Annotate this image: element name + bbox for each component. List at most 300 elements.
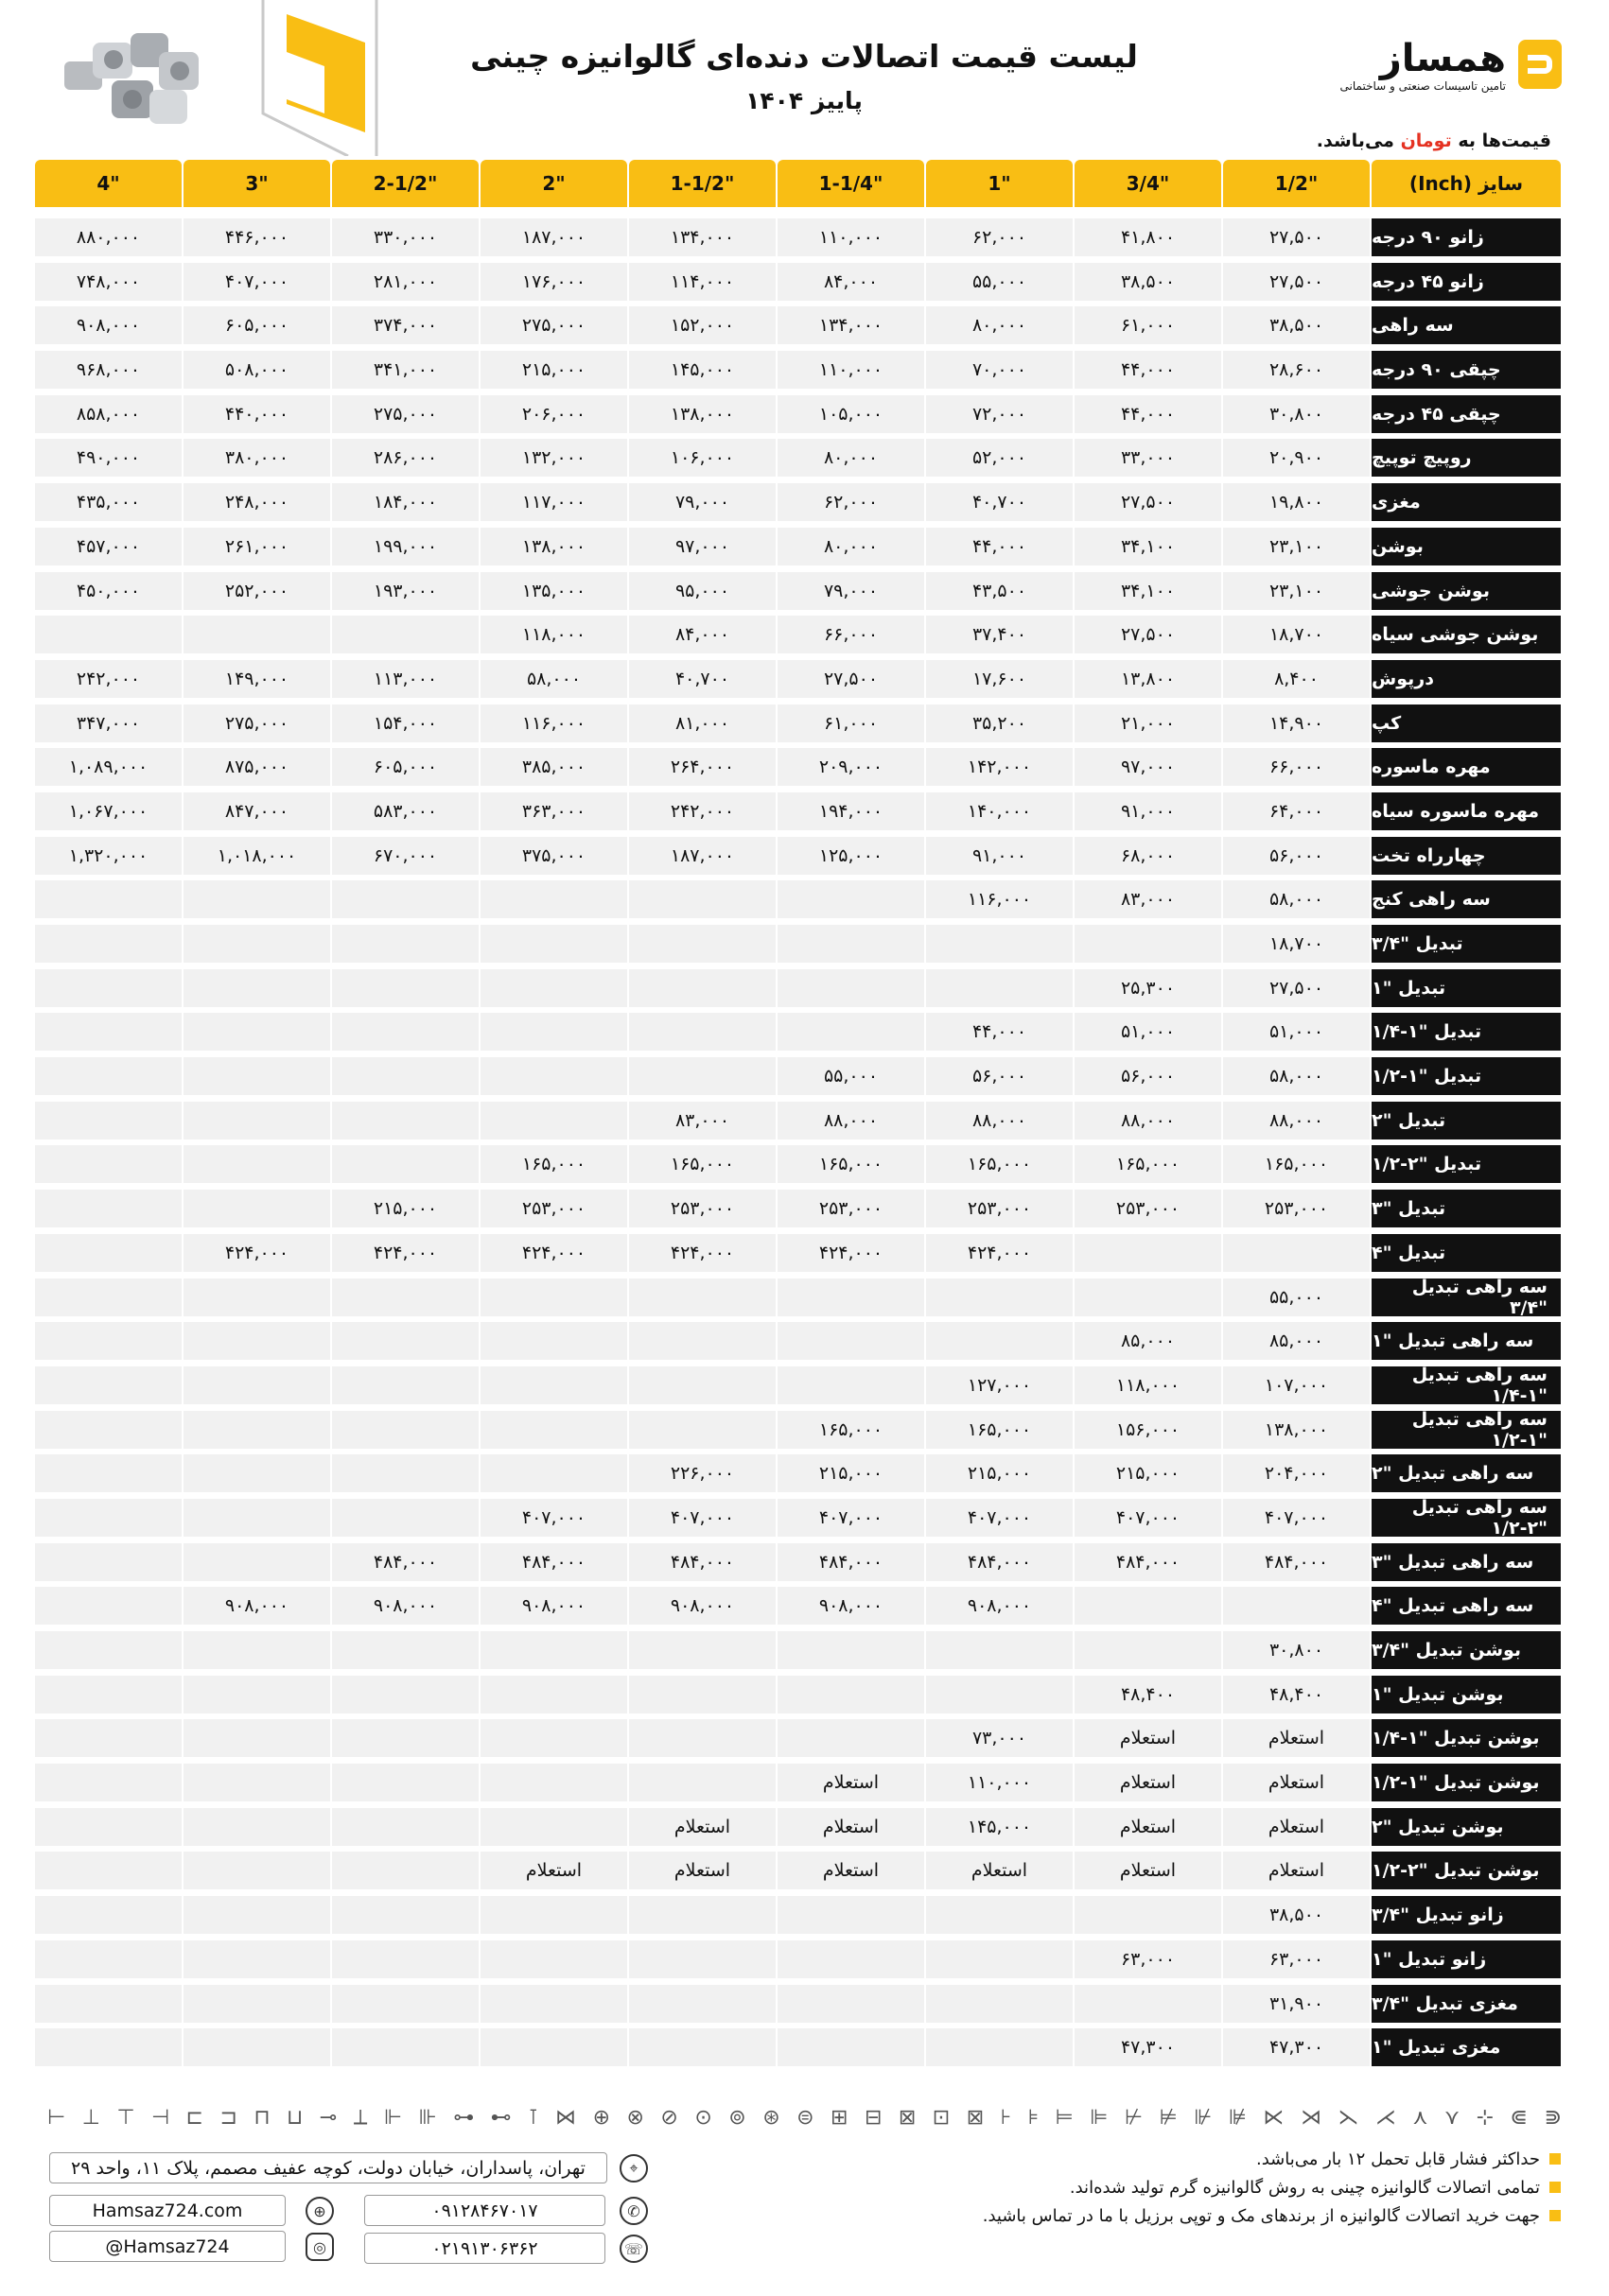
price-cell: ۵۸,۰۰۰ — [481, 660, 627, 698]
price-cell: ۹۵,۰۰۰ — [629, 572, 776, 610]
column-header: 3" — [184, 160, 330, 207]
bullet-square-icon — [1549, 2210, 1561, 2221]
fitting-icon: ⊬ — [1124, 2105, 1143, 2130]
price-cell — [184, 1499, 330, 1537]
address-text: تهران، پاسداران، خیابان دولت، کوچه عفیف مصمم، پلاک ۱۱، واحد ۲۹ — [71, 2157, 586, 2179]
price-cell — [481, 1278, 627, 1316]
price-cell: ۴۸۴,۰۰۰ — [926, 1543, 1073, 1581]
price-cell: ۱۰۷,۰۰۰ — [1223, 1366, 1370, 1404]
price-cell — [35, 1631, 182, 1669]
price-cell: ۵۸۳,۰۰۰ — [332, 792, 479, 830]
price-cell — [332, 1278, 479, 1316]
price-cell: ۱۲۵,۰۰۰ — [778, 837, 924, 875]
price-cell: ۱۳۲,۰۰۰ — [481, 439, 627, 477]
fitting-icon: ⋎ — [1444, 2105, 1460, 2130]
price-cell: ۲۸,۶۰۰ — [1223, 351, 1370, 389]
price-cell: ۶۸,۰۰۰ — [1075, 837, 1221, 875]
price-cell — [778, 2028, 924, 2066]
price-cell: ۹۰۸,۰۰۰ — [481, 1587, 627, 1625]
price-cell: ۴۰,۷۰۰ — [629, 660, 776, 698]
price-cell: ۱۱۶,۰۰۰ — [926, 880, 1073, 918]
price-cell — [926, 925, 1073, 963]
price-cell — [184, 925, 330, 963]
price-cell: ۳۷۵,۰۰۰ — [481, 837, 627, 875]
table-row — [47, 1673, 1562, 1717]
price-cell: ۱۳۴,۰۰۰ — [629, 218, 776, 256]
price-cell: ۱,۰۶۷,۰۰۰ — [35, 792, 182, 830]
price-cell — [35, 1587, 182, 1625]
logo-frame — [244, 0, 395, 156]
price-cell: ۲۷۵,۰۰۰ — [184, 704, 330, 742]
price-cell — [184, 1852, 330, 1889]
row-label: مغزی تبدیل "۳/۴ — [1372, 1985, 1561, 2023]
price-cell: ۹۷,۰۰۰ — [629, 528, 776, 565]
row-label: مهره ماسوره سیاه — [1372, 792, 1561, 830]
table-header-row — [47, 157, 1562, 210]
price-cell: ۵۵,۰۰۰ — [926, 263, 1073, 301]
fitting-icon: ⊫ — [1090, 2105, 1109, 2130]
price-cell: ۲۷,۵۰۰ — [1075, 616, 1221, 653]
table-row — [47, 702, 1562, 746]
price-cell: ۱۷۶,۰۰۰ — [481, 263, 627, 301]
row-label: مغزی — [1372, 483, 1561, 521]
row-label: مهره ماسوره — [1372, 748, 1561, 786]
price-cell — [926, 1896, 1073, 1934]
row-label: سه راهی تبدیل "۳ — [1372, 1543, 1561, 1581]
fitting-icon: ⊛ — [762, 2105, 780, 2130]
table-row — [47, 348, 1562, 392]
price-cell: ۶۶,۰۰۰ — [778, 616, 924, 653]
table-row — [47, 1584, 1562, 1628]
row-label: تبدیل "۲ — [1372, 1102, 1561, 1139]
price-cell — [35, 1145, 182, 1183]
table-row — [47, 436, 1562, 480]
price-cell: ۶۲,۰۰۰ — [778, 483, 924, 521]
price-cell: ۱۱۶,۰۰۰ — [481, 704, 627, 742]
price-cell — [35, 1896, 182, 1934]
row-label: زانو تبدیل "۱ — [1372, 1940, 1561, 1978]
table-row — [47, 1849, 1562, 1893]
price-cell: ۱۳۴,۰۰۰ — [778, 306, 924, 344]
price-cell — [332, 1366, 479, 1404]
price-cell: ۹۱,۰۰۰ — [926, 837, 1073, 875]
price-cell: ۴۸۴,۰۰۰ — [1075, 1543, 1221, 1581]
price-cell — [332, 1852, 479, 1889]
price-cell — [926, 1631, 1073, 1669]
price-cell — [332, 1940, 479, 1978]
table-row — [47, 834, 1562, 878]
price-cell: ۸۵,۰۰۰ — [1223, 1322, 1370, 1360]
price-cell: ۸۸,۰۰۰ — [926, 1102, 1073, 1139]
price-cell: ۲۵۳,۰۰۰ — [1075, 1190, 1221, 1227]
price-cell: ۸۰,۰۰۰ — [926, 306, 1073, 344]
instagram-handle[interactable]: @Hamsaz724 — [105, 2235, 230, 2257]
table-row — [47, 1054, 1562, 1099]
price-cell: ۸۱,۰۰۰ — [629, 704, 776, 742]
table-row — [47, 1628, 1562, 1673]
price-cell: ۲۵۳,۰۰۰ — [926, 1190, 1073, 1227]
row-label: درپوش — [1372, 660, 1561, 698]
price-cell: ۵۶,۰۰۰ — [926, 1057, 1073, 1095]
price-cell: ۱۱۳,۰۰۰ — [332, 660, 479, 698]
price-cell: ۴۲۴,۰۰۰ — [184, 1234, 330, 1272]
instagram-icon: ◎ — [306, 2233, 334, 2261]
price-cell — [332, 1499, 479, 1537]
fitting-icon: ⊷ — [490, 2105, 512, 2130]
fitting-icon: ⋉ — [1263, 2105, 1285, 2130]
price-cell: ۷۰,۰۰۰ — [926, 351, 1073, 389]
price-cell: ۸۸,۰۰۰ — [1223, 1102, 1370, 1139]
price-cell — [481, 1808, 627, 1846]
row-label: بوشن تبدیل "۳/۴ — [1372, 1631, 1561, 1669]
price-cell: ۲۷,۵۰۰ — [1223, 969, 1370, 1007]
price-cell — [332, 969, 479, 1007]
fitting-icon: ⊣ — [150, 2105, 170, 2130]
price-cell: ۵۶,۰۰۰ — [1075, 1057, 1221, 1095]
price-cell — [778, 1719, 924, 1757]
fitting-icon: ⊦ — [1000, 2105, 1012, 2130]
price-cell: ۱۱۴,۰۰۰ — [629, 263, 776, 301]
price-cell: ۴۰,۷۰۰ — [926, 483, 1073, 521]
fitting-icon: ⋌ — [1374, 2105, 1396, 2130]
price-cell: ۱۱۷,۰۰۰ — [481, 483, 627, 521]
table-row — [47, 657, 1562, 702]
price-cell — [1075, 1587, 1221, 1625]
column-header: 1-1/2" — [629, 160, 776, 207]
table-row — [47, 2026, 1562, 2070]
fitting-icon: ⊺ — [528, 2105, 539, 2130]
price-cell: ۲۱,۰۰۰ — [1075, 704, 1221, 742]
brand-subtitle: تامین تاسیسات صنعتی و ساختمانی — [1339, 79, 1506, 93]
price-cell: ۶۳,۰۰۰ — [1075, 1940, 1221, 1978]
footer-note — [851, 2201, 1561, 2230]
price-cell: ۳۳۰,۰۰۰ — [332, 218, 479, 256]
price-cell — [629, 2028, 776, 2066]
price-cell — [332, 2028, 479, 2066]
price-cell — [35, 1985, 182, 2023]
price-cell — [35, 1719, 182, 1757]
row-label: تبدیل "۱-۱/۴ — [1372, 1013, 1561, 1051]
brand-name: همساز — [1379, 37, 1506, 80]
table-row — [47, 1099, 1562, 1143]
price-cell: ۶۰۵,۰۰۰ — [332, 748, 479, 786]
price-cell — [778, 1985, 924, 2023]
price-cell — [629, 1411, 776, 1449]
price-cell: ۷۹,۰۰۰ — [778, 572, 924, 610]
price-cell: ۱۴,۹۰۰ — [1223, 704, 1370, 742]
price-cell — [1223, 1587, 1370, 1625]
price-cell: ۱۸۴,۰۰۰ — [332, 483, 479, 521]
price-cell — [481, 1322, 627, 1360]
row-label: بوشن تبدیل "۱ — [1372, 1676, 1561, 1713]
fitting-icon: ⊚ — [728, 2105, 746, 2130]
table-row — [47, 569, 1562, 614]
season-label: پاییز ۱۴۰۴ — [745, 87, 863, 114]
price-cell: ۹۱,۰۰۰ — [1075, 792, 1221, 830]
price-cell: ۱۱۰,۰۰۰ — [778, 351, 924, 389]
fitting-icon: ⊯ — [1228, 2105, 1247, 2130]
column-header: 1-1/4" — [778, 160, 924, 207]
fitting-icon: ⊕ — [592, 2105, 611, 2130]
price-cell — [481, 1676, 627, 1713]
price-cell: ۵۵,۰۰۰ — [778, 1057, 924, 1095]
price-cell — [332, 1102, 479, 1139]
price-cell — [35, 1322, 182, 1360]
size-header: سایز (Inch) — [1372, 160, 1561, 207]
price-cell — [481, 1366, 627, 1404]
phone-box[interactable] — [364, 2233, 605, 2264]
price-cell: استعلام — [1075, 1719, 1221, 1757]
price-cell — [629, 1631, 776, 1669]
row-label: بوشن جوشی سیاه — [1372, 616, 1561, 653]
column-header: 1" — [926, 160, 1073, 207]
price-cell — [481, 1454, 627, 1492]
price-cell: ۶۷۰,۰۰۰ — [332, 837, 479, 875]
price-cell — [481, 2028, 627, 2066]
price-cell: ۸۴,۰۰۰ — [778, 263, 924, 301]
price-cell — [332, 880, 479, 918]
price-cell: ۴۳۵,۰۰۰ — [35, 483, 182, 521]
whatsapp-number[interactable]: ۰۹۱۲۸۴۶۷۰۱۷ — [431, 2200, 538, 2221]
price-cell: ۱۶۵,۰۰۰ — [778, 1411, 924, 1449]
price-cell: ۱۳,۸۰۰ — [1075, 660, 1221, 698]
price-cell — [629, 1278, 776, 1316]
price-cell: ۱۳۸,۰۰۰ — [629, 395, 776, 433]
price-cell: ۴۷,۳۰۰ — [1075, 2028, 1221, 2066]
website-link[interactable]: Hamsaz724.com — [92, 2200, 243, 2221]
price-cell: ۲۶۱,۰۰۰ — [184, 528, 330, 565]
price-cell — [926, 1676, 1073, 1713]
price-cell: ۲۵۳,۰۰۰ — [778, 1190, 924, 1227]
price-cell: ۴۷,۳۰۰ — [1223, 2028, 1370, 2066]
page-title: لیست قیمت اتصالات دنده‌ای گالوانیزه چینی — [470, 38, 1138, 75]
price-cell — [1075, 1631, 1221, 1669]
price-cell — [1075, 1278, 1221, 1316]
price-cell: ۱۳۵,۰۰۰ — [481, 572, 627, 610]
price-cell — [184, 1190, 330, 1227]
row-label: تبدیل "۱-۱/۲ — [1372, 1057, 1561, 1095]
globe-icon: ⊕ — [306, 2197, 334, 2225]
price-cell — [332, 1013, 479, 1051]
price-cell: ۱۹۳,۰۰۰ — [332, 572, 479, 610]
table-row — [47, 1938, 1562, 1982]
price-cell: ۴۴,۰۰۰ — [1075, 351, 1221, 389]
price-cell — [332, 1764, 479, 1801]
price-cell: استعلام — [1223, 1764, 1370, 1801]
fitting-icon: ⊥ — [81, 2105, 100, 2130]
price-cell: ۱۹۹,۰۰۰ — [332, 528, 479, 565]
price-cell: ۶۰۵,۰۰۰ — [184, 306, 330, 344]
table-row — [47, 1319, 1562, 1364]
price-cell: ۹۶۸,۰۰۰ — [35, 351, 182, 389]
price-cell — [35, 1057, 182, 1095]
price-cell — [184, 2028, 330, 2066]
table-row — [47, 525, 1562, 569]
row-label: چپقی ۹۰ درجه — [1372, 351, 1561, 389]
price-cell: ۴۴,۰۰۰ — [1075, 395, 1221, 433]
price-cell — [35, 1190, 182, 1227]
price-cell: ۴۴,۰۰۰ — [926, 1013, 1073, 1051]
price-cell: ۴۲۴,۰۰۰ — [926, 1234, 1073, 1272]
table-row — [47, 1408, 1562, 1452]
phone-number[interactable]: ۰۲۱۹۱۳۰۶۳۶۲ — [431, 2237, 538, 2259]
location-icon: ⌖ — [620, 2154, 648, 2183]
price-cell: ۸۴,۰۰۰ — [629, 616, 776, 653]
price-cell: ۴۸۴,۰۰۰ — [481, 1543, 627, 1581]
price-cell: ۲۰۴,۰۰۰ — [1223, 1454, 1370, 1492]
note-prefix: قیمت‌ها به — [1458, 130, 1551, 151]
price-cell — [629, 1719, 776, 1757]
price-cell — [35, 1411, 182, 1449]
brand-logo-icon — [1518, 40, 1562, 89]
price-cell — [481, 1719, 627, 1757]
instagram-box[interactable] — [49, 2231, 286, 2262]
price-cell: ۲۵۳,۰۰۰ — [1223, 1190, 1370, 1227]
price-cell: استعلام — [778, 1808, 924, 1846]
price-cell — [629, 1322, 776, 1360]
price-cell: ۱۶۵,۰۰۰ — [1075, 1145, 1221, 1183]
fitting-icon: ⊠ — [898, 2105, 917, 2130]
row-label: تبدیل "۴ — [1372, 1234, 1561, 1272]
price-cell: ۸۳,۰۰۰ — [1075, 880, 1221, 918]
price-cell: ۸۳,۰۰۰ — [629, 1102, 776, 1139]
price-cell: ۱۸۷,۰۰۰ — [629, 837, 776, 875]
address-box — [49, 2152, 607, 2183]
table-row — [47, 790, 1562, 834]
price-cell: ۴۰۷,۰۰۰ — [778, 1499, 924, 1537]
price-cell: ۱۶۵,۰۰۰ — [778, 1145, 924, 1183]
price-cell: ۴۵۰,۰۰۰ — [35, 572, 182, 610]
price-cell: ۲۵۲,۰۰۰ — [184, 572, 330, 610]
price-cell: ۸۴۷,۰۰۰ — [184, 792, 330, 830]
price-cell: ۴۰۷,۰۰۰ — [926, 1499, 1073, 1537]
price-cell — [926, 969, 1073, 1007]
website-box[interactable] — [49, 2195, 286, 2226]
whatsapp-box[interactable] — [364, 2195, 605, 2226]
price-cell: ۲۸۶,۰۰۰ — [332, 439, 479, 477]
price-cell: ۱۸,۷۰۰ — [1223, 616, 1370, 653]
price-cell — [481, 969, 627, 1007]
price-cell — [1075, 1896, 1221, 1934]
price-cell — [332, 1719, 479, 1757]
table-row — [47, 1142, 1562, 1187]
footer-note-text: حداکثر فشار قابل تحمل ۱۲ بار می‌باشد. — [1255, 2148, 1540, 2169]
table-row — [47, 1452, 1562, 1496]
fitting-icon: ⊓ — [254, 2105, 271, 2130]
price-cell: ۱۵۲,۰۰۰ — [629, 306, 776, 344]
price-cell: ۱۳۸,۰۰۰ — [1223, 1411, 1370, 1449]
price-cell — [35, 1852, 182, 1889]
price-cell — [332, 1057, 479, 1095]
price-cell: ۷۴۸,۰۰۰ — [35, 263, 182, 301]
table-row — [47, 260, 1562, 304]
price-cell: ۵۸,۰۰۰ — [1223, 880, 1370, 918]
price-cell: ۳۶۳,۰۰۰ — [481, 792, 627, 830]
price-cell: ۲۰,۹۰۰ — [1223, 439, 1370, 477]
price-cell: ۸۸۰,۰۰۰ — [35, 218, 182, 256]
price-cell: ۳۰,۸۰۰ — [1223, 1631, 1370, 1669]
price-cell — [629, 1940, 776, 1978]
price-cell: ۲۷,۵۰۰ — [1223, 218, 1370, 256]
price-cell — [1075, 1985, 1221, 2023]
price-cell: ۲۴۲,۰۰۰ — [629, 792, 776, 830]
price-cell — [778, 1278, 924, 1316]
row-label: سه راهی تبدیل "۱-۱/۲ — [1372, 1411, 1561, 1449]
price-cell — [184, 1366, 330, 1404]
price-cell: ۱۵۶,۰۰۰ — [1075, 1411, 1221, 1449]
price-cell: ۱۶۵,۰۰۰ — [926, 1411, 1073, 1449]
price-cell: ۱۴۹,۰۰۰ — [184, 660, 330, 698]
price-cell — [481, 1102, 627, 1139]
price-cell: ۳۸,۵۰۰ — [1075, 263, 1221, 301]
price-cell: ۲۱۵,۰۰۰ — [1075, 1454, 1221, 1492]
price-cell: استعلام — [1075, 1852, 1221, 1889]
price-cell — [481, 1057, 627, 1095]
price-cell: ۳۸,۵۰۰ — [1223, 1896, 1370, 1934]
price-cell: ۴۴۰,۰۰۰ — [184, 395, 330, 433]
footer-note-text: تمامی اتصالات گالوانیزه چینی به روش گالوانیزه گرم تولید شده‌اند. — [1069, 2177, 1540, 2198]
price-cell: ۲۵,۳۰۰ — [1075, 969, 1221, 1007]
price-cell — [184, 1057, 330, 1095]
price-cell: ۲۱۵,۰۰۰ — [481, 351, 627, 389]
price-cell: ۴۸۴,۰۰۰ — [629, 1543, 776, 1581]
price-cell: ۳۱,۹۰۰ — [1223, 1985, 1370, 2023]
price-cell — [629, 880, 776, 918]
price-cell: ۱۷,۶۰۰ — [926, 660, 1073, 698]
price-cell: ۱,۰۸۹,۰۰۰ — [35, 748, 182, 786]
table-row — [47, 1231, 1562, 1276]
price-cell — [481, 1013, 627, 1051]
price-cell — [35, 1808, 182, 1846]
phone-icon: ☏ — [620, 2235, 648, 2263]
fitting-icon: ⊙ — [694, 2105, 712, 2130]
column-header: 2" — [481, 160, 627, 207]
price-cell: ۱۲۷,۰۰۰ — [926, 1366, 1073, 1404]
price-cell: ۹۰۸,۰۰۰ — [332, 1587, 479, 1625]
row-label: سه راهی — [1372, 306, 1561, 344]
price-cell — [35, 1454, 182, 1492]
price-cell — [778, 1322, 924, 1360]
price-cell: ۳۸۵,۰۰۰ — [481, 748, 627, 786]
price-cell: ۱,۳۲۰,۰۰۰ — [35, 837, 182, 875]
fitting-icon: ⋑ — [1544, 2105, 1562, 2130]
price-cell: ۴۸۴,۰۰۰ — [778, 1543, 924, 1581]
note-currency: تومان — [1400, 130, 1452, 151]
price-cell: ۲۷,۵۰۰ — [778, 660, 924, 698]
price-cell — [184, 969, 330, 1007]
price-cell: ۴۸,۴۰۰ — [1223, 1676, 1370, 1713]
price-cell: استعلام — [1075, 1764, 1221, 1801]
table-row — [47, 1716, 1562, 1761]
price-cell: ۷۹,۰۰۰ — [629, 483, 776, 521]
price-cell: ۷۲,۰۰۰ — [926, 395, 1073, 433]
price-cell: ۱۶۵,۰۰۰ — [926, 1145, 1073, 1183]
price-cell: استعلام — [481, 1852, 627, 1889]
price-cell — [35, 1278, 182, 1316]
price-cell: ۴۰۷,۰۰۰ — [184, 263, 330, 301]
column-header: 3/4" — [1075, 160, 1221, 207]
price-cell — [184, 1676, 330, 1713]
price-cell: ۲۲۶,۰۰۰ — [629, 1454, 776, 1492]
price-cell — [778, 1940, 924, 1978]
row-label: مغزی تبدیل "۱ — [1372, 2028, 1561, 2066]
price-cell: ۲۶۴,۰۰۰ — [629, 748, 776, 786]
footer-note — [851, 2173, 1561, 2201]
price-cell: ۴۵۷,۰۰۰ — [35, 528, 182, 565]
price-cell — [332, 925, 479, 963]
header — [0, 0, 1609, 156]
price-cell — [1075, 925, 1221, 963]
